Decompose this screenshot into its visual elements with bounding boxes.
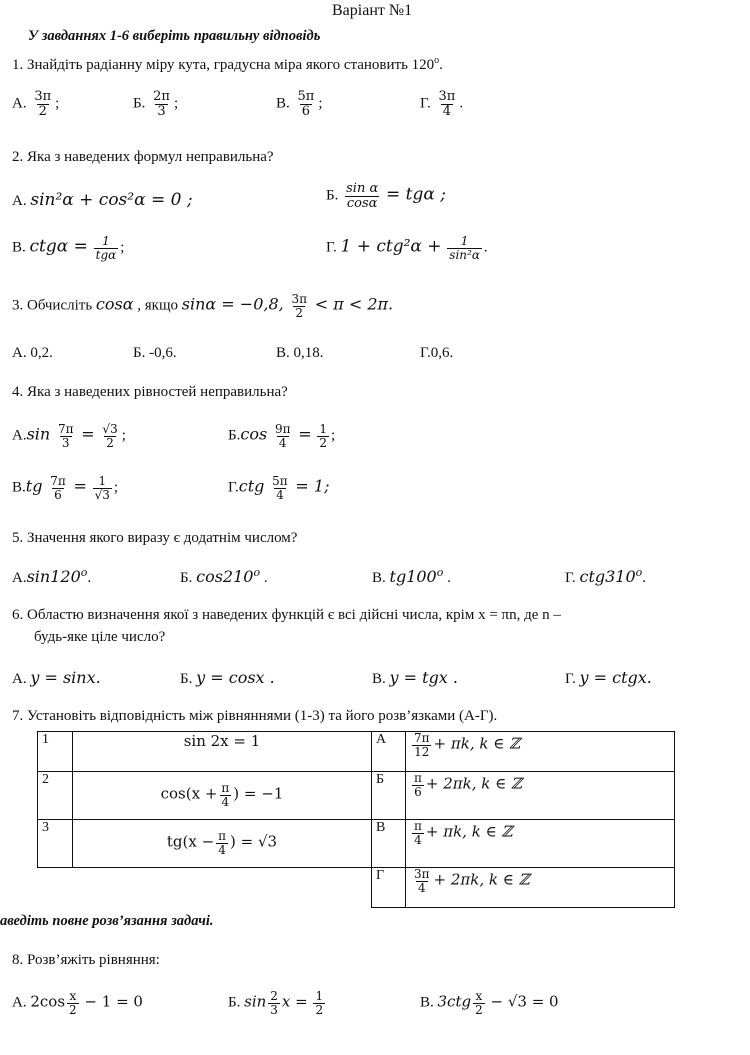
option-label: Б. bbox=[228, 994, 241, 1011]
q6-option-g bbox=[565, 668, 652, 688]
fraction: $\frac{\text{sin α}}{\cos\alpha}$ bbox=[346, 181, 379, 211]
option-label: В. bbox=[372, 671, 386, 687]
option-label: В. bbox=[276, 95, 290, 112]
q6-option-b bbox=[180, 668, 275, 688]
degree-mark: о bbox=[635, 566, 643, 579]
equation-cell bbox=[73, 732, 372, 772]
fraction: $\frac{1}{\text{sin²α}}$ bbox=[449, 234, 480, 262]
punct: ; bbox=[173, 95, 179, 112]
equation-cell bbox=[73, 820, 372, 868]
punct: . bbox=[87, 570, 92, 586]
fraction: $\frac{3\pi}{2}$ bbox=[34, 89, 52, 119]
formula: = tgα ; bbox=[386, 184, 446, 205]
equation: tg(x − bbox=[166, 832, 215, 851]
q4-option-g bbox=[228, 475, 329, 501]
formula: 3ctg bbox=[437, 992, 472, 1011]
q3-option-v: В. 0,18. bbox=[276, 345, 324, 361]
answer-letter: Г bbox=[372, 868, 406, 908]
equation: ) = −1 bbox=[233, 784, 284, 803]
fraction: $\frac{\pi}{4}$ bbox=[221, 781, 230, 809]
formula: = 1; bbox=[295, 476, 330, 496]
formula: cos210 bbox=[196, 567, 254, 586]
equation: ) = √3 bbox=[230, 832, 278, 851]
fraction: $\frac{7\pi}{3}$ bbox=[57, 422, 74, 450]
formula: y = tgx . bbox=[389, 668, 458, 687]
row-number: 1 bbox=[38, 732, 73, 772]
fraction: $\frac{√3}{2}$ bbox=[102, 422, 118, 450]
equation: sin 2x = 1 bbox=[183, 732, 261, 750]
punct: . bbox=[263, 570, 268, 586]
option-label: Б. bbox=[228, 427, 241, 444]
option-label: А. bbox=[12, 95, 27, 112]
answer-letter: Б bbox=[372, 772, 406, 820]
fraction: $\frac{x}{2}$ bbox=[475, 989, 483, 1017]
fraction: $\frac{3\pi}{4}$ bbox=[438, 89, 456, 119]
q5-option-b bbox=[180, 566, 268, 587]
q5-option-g bbox=[565, 566, 646, 587]
fraction: $\frac{9\pi}{4}$ bbox=[274, 422, 291, 450]
punct: . bbox=[483, 239, 488, 256]
fraction: $\frac{1}{\text{tgα}}$ bbox=[95, 234, 117, 262]
q8-option-v bbox=[420, 990, 559, 1016]
fraction: $\frac{5\pi}{6}$ bbox=[297, 89, 315, 119]
fraction: $\frac{1}{√3}$ bbox=[94, 474, 110, 502]
instruction-8: аведіть повне розв’язання задачі. bbox=[0, 913, 214, 929]
q2-option-v bbox=[12, 235, 124, 261]
fraction: $\frac{\pi}{6}$ bbox=[414, 771, 422, 799]
fraction: $\frac{5\pi}{4}$ bbox=[272, 474, 288, 502]
answer-letter: В bbox=[372, 820, 406, 868]
equation: cos(x + bbox=[160, 784, 218, 803]
degree-mark: о bbox=[436, 566, 444, 579]
option-label: Г. bbox=[565, 570, 576, 586]
formula: − 1 = 0 bbox=[84, 992, 143, 1011]
option-label: А. bbox=[12, 427, 27, 444]
q3-option-g: Г.0,6. bbox=[420, 345, 454, 361]
formula: 2cos bbox=[30, 992, 66, 1011]
formula: ctgα = bbox=[29, 236, 88, 257]
q2-option-b bbox=[326, 182, 446, 210]
q1-option-b bbox=[133, 90, 178, 118]
formula: sin120 bbox=[26, 567, 81, 586]
formula: y = ctgx. bbox=[579, 668, 652, 687]
answer-expr: + πk, k ∈ ℤ bbox=[425, 822, 513, 841]
degree-mark: о bbox=[80, 566, 88, 579]
formula: − √3 = 0 bbox=[490, 992, 559, 1011]
punct: . bbox=[459, 95, 464, 112]
question-5: 5. Значення якого виразу є додатнім числом? bbox=[12, 530, 298, 546]
formula: sin bbox=[244, 992, 267, 1011]
question-6-line-1: 6. Областю визначення якої з наведених функцій є всі дійсні числа, крім x = πn, де n – bbox=[12, 607, 561, 623]
fraction: $\frac{2}{3}$ bbox=[270, 989, 278, 1017]
option-label: Г. bbox=[565, 671, 576, 687]
q5-option-v bbox=[372, 566, 451, 587]
formula: 1 + ctg²α + bbox=[340, 236, 442, 257]
fraction: $\frac{x}{2}$ bbox=[69, 989, 77, 1017]
formula: sin bbox=[26, 424, 51, 444]
option-label: В. bbox=[372, 570, 386, 586]
fraction: $\frac{1}{2}$ bbox=[315, 989, 324, 1017]
option-label: А. bbox=[12, 193, 27, 209]
row-number: 2 bbox=[38, 772, 73, 820]
option-label: Г. bbox=[420, 95, 431, 112]
q2-option-g bbox=[326, 235, 488, 261]
q4-option-b bbox=[228, 423, 335, 449]
formula: cos bbox=[240, 424, 268, 444]
formula: sin²α + cos²α = 0 ; bbox=[30, 190, 193, 210]
matching-table bbox=[37, 731, 675, 908]
question-4: 4. Яка з наведених рівностей неправильна? bbox=[12, 384, 288, 400]
option-label: В. bbox=[420, 994, 434, 1011]
table-row bbox=[38, 868, 675, 908]
q2-option-a bbox=[12, 190, 193, 210]
q1-text: 1. Знайдіть радіанну міру кута, градусна міра якого становить 120 bbox=[12, 57, 435, 73]
fraction: $\frac{\pi}{4}$ bbox=[414, 819, 422, 847]
answer-cell bbox=[406, 868, 675, 908]
table-row bbox=[38, 820, 675, 868]
punct: . bbox=[642, 570, 647, 586]
q3-text-mid: , якщо bbox=[137, 297, 179, 314]
option-label: А. bbox=[12, 570, 27, 586]
q3-option-a: А. 0,2. bbox=[12, 345, 53, 361]
q8-option-b bbox=[228, 990, 327, 1016]
option-label: В. bbox=[12, 479, 26, 496]
option-label: Г. bbox=[326, 239, 337, 256]
formula: < π < 2π. bbox=[314, 294, 394, 314]
punct: ; bbox=[318, 95, 323, 112]
formula: cosα bbox=[95, 294, 134, 314]
formula: tg100 bbox=[389, 567, 437, 586]
formula: x = bbox=[281, 992, 308, 1011]
page-title: Варіант №1 bbox=[332, 2, 413, 19]
equals: = bbox=[73, 476, 87, 496]
q6-option-v bbox=[372, 668, 458, 688]
q1-option-v bbox=[276, 90, 323, 118]
answer-cell bbox=[406, 820, 675, 868]
formula: sinα = −0,8, bbox=[181, 294, 284, 314]
q3-text: 3. Обчисліть bbox=[12, 297, 93, 314]
degree-mark: о bbox=[434, 55, 440, 66]
degree-mark: о bbox=[253, 566, 261, 579]
fraction: $\frac{7\pi}{6}$ bbox=[50, 474, 66, 502]
question-6-line-2: будь-яке ціле число? bbox=[34, 629, 166, 645]
q4-option-v bbox=[12, 475, 118, 501]
empty-cell bbox=[38, 868, 73, 908]
instruction-1-6: У завданнях 1-6 виберіть правильну відповідь bbox=[28, 28, 321, 44]
question-1: 1. Знайдіть радіанну міру кута, градусна міра якого становить $120^о$. bbox=[12, 55, 443, 73]
punct: ; bbox=[121, 427, 126, 444]
answer-cell bbox=[406, 772, 675, 820]
answer-expr: + πk, k ∈ ℤ bbox=[433, 734, 521, 753]
formula: tg bbox=[25, 476, 43, 496]
option-label: Б. bbox=[133, 95, 146, 112]
question-7: 7. Установіть відповідність між рівняннями (1-3) та його розв’язками (А-Г). bbox=[12, 708, 498, 724]
option-label: А. bbox=[12, 994, 27, 1011]
punct: ; bbox=[331, 427, 336, 444]
empty-cell bbox=[73, 868, 372, 908]
formula: ctg bbox=[238, 476, 265, 496]
equals: = bbox=[81, 424, 95, 444]
option-label: Г. bbox=[228, 479, 239, 496]
equals: = bbox=[298, 424, 312, 444]
answer-expr: + 2πk, k ∈ ℤ bbox=[425, 774, 522, 793]
fraction: $\frac{1}{2}$ bbox=[319, 422, 328, 450]
option-label: В. bbox=[12, 239, 26, 256]
option-label: Б. bbox=[180, 671, 193, 687]
punct: ; bbox=[113, 479, 119, 496]
punct: . bbox=[447, 570, 451, 586]
q1-option-g bbox=[420, 90, 463, 118]
fraction: $\frac{7\pi}{12}$ bbox=[414, 731, 430, 759]
q4-option-a bbox=[12, 423, 126, 449]
punct: ; bbox=[55, 95, 60, 112]
fraction: $\frac{3\pi}{4}$ bbox=[414, 867, 430, 895]
q6-option-a bbox=[12, 668, 101, 688]
option-label: Б. bbox=[326, 187, 339, 204]
answer-cell bbox=[406, 732, 675, 772]
answer-letter: А bbox=[372, 732, 406, 772]
fraction: $\frac{3\pi}{2}$ bbox=[291, 292, 308, 320]
equation-cell bbox=[73, 772, 372, 820]
option-label: А. bbox=[12, 671, 27, 687]
question-8: 8. Розв’яжіть рівняння: bbox=[12, 952, 160, 968]
fraction: $\frac{2\pi}{3}$ bbox=[153, 89, 170, 119]
formula: y = cosx . bbox=[196, 668, 275, 687]
table-row bbox=[38, 772, 675, 820]
q3-option-b: Б. -0,6. bbox=[133, 345, 177, 361]
answer-expr: + 2πk, k ∈ ℤ bbox=[433, 870, 530, 889]
option-label: Б. bbox=[180, 570, 193, 586]
row-number: 3 bbox=[38, 820, 73, 868]
formula: y = sinx. bbox=[30, 668, 101, 687]
q5-option-a bbox=[12, 566, 91, 587]
q8-option-a bbox=[12, 990, 143, 1016]
fraction: $\frac{\pi}{4}$ bbox=[218, 829, 227, 857]
q1-option-a bbox=[12, 90, 59, 118]
question-2: 2. Яка з наведених формул неправильна? bbox=[12, 149, 274, 165]
formula: ctg310 bbox=[579, 567, 636, 586]
punct: ; bbox=[120, 239, 125, 256]
question-3 bbox=[12, 293, 393, 319]
table-row bbox=[38, 732, 675, 772]
